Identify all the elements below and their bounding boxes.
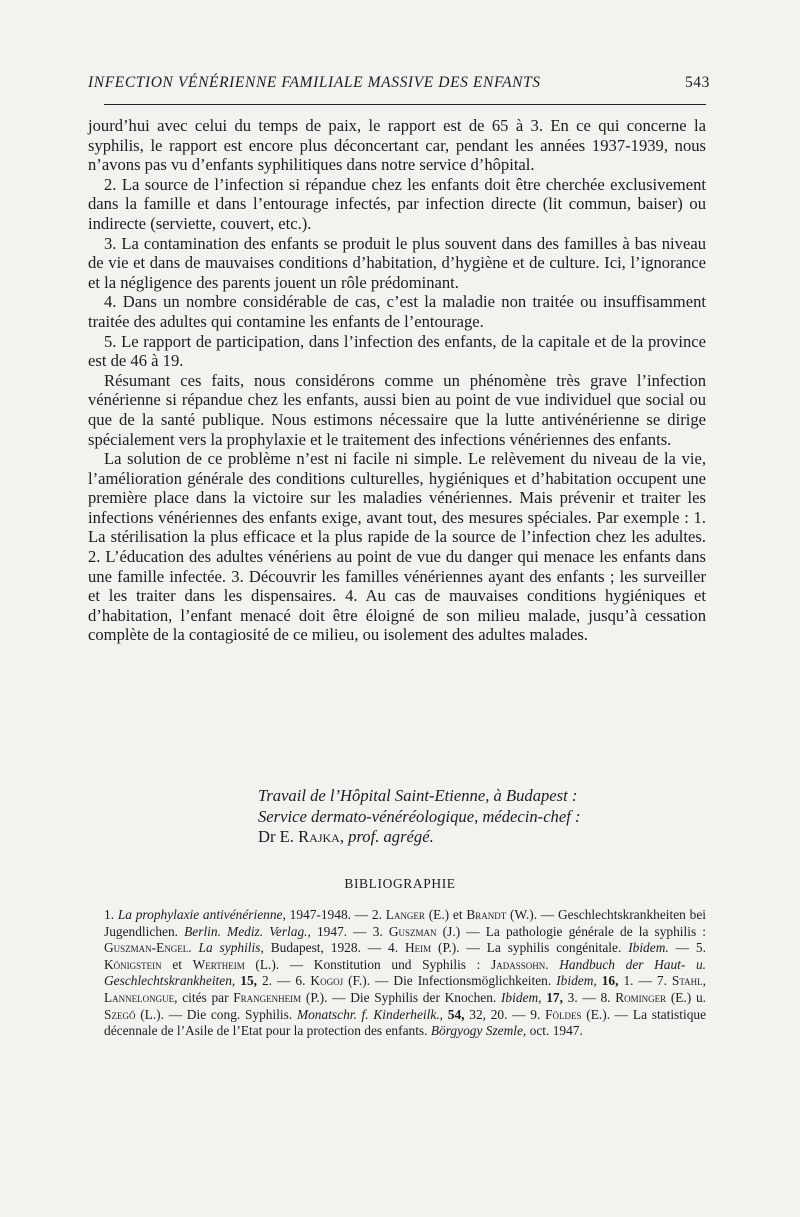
bibliography-title: BIBLIOGRAPHIE: [344, 876, 456, 891]
author-title: prof. agrégé.: [348, 827, 434, 846]
header-rule: [104, 104, 706, 105]
running-header: [88, 74, 710, 92]
bibliography-text: 1. La prophylaxie antivénérienne, 1947-1948. — 2. Langer (E.) et Brandt (W.). — Geschlechtskrankheiten bei Jugendlichen. Berlin. Mediz. Verlag., 1947. — 3. Guszman (J.) — La pathologie générale de la syphilis : Guszman-Engel. La syphilis, Budapest, 1928. — 4. Heim (P.). — La syphilis congénitale. Ibidem. — 5. Königstein et Wertheim (L.). — Konstitution und Syphilis : Jadassohn. Handbuch der Haut- u. Geschlechtskrankheiten, 15, 2. — 6. Kogoj (F.). — Die Infectionsmöglichkeiten. Ibidem, 16, 1. — 7. Stahl, Lannelongue, cités par Frangenheim (P.). — Die Syphilis der Knochen. Ibidem, 17, 3. — 8. Rominger (E.) u. Szegő (L.). — Die cong. Syphilis. Monatschr. f. Kinderheilk., 54, 32, 20. — 9. Földes (E.). — La statistique décennale de l’Asile de l’Etat pour la protection des enfants. Börgyogy Szemle, oct. 1947.: [104, 907, 707, 1039]
paragraph: La solution de ce problème n’est ni facile ni simple. Le relèvement du niveau de la vie, l’amélioration générale des conditions culturelles, hygiéniques et d’habitation occupent une première place dans la victoire sur les maladies vénériennes. Mais prévenir et traiter les infections vénériennes des enfants exige, avant tout, des mesures spéciales. Par exemple : 1. La stérilisation la plus efficace et la plus rapide de la source de l’infection chez les adultes. 2. L’éducation des adultes vénériens au point de vue du danger qui menace les enfants dans une famille infectée. 3. Découvrir les familles vénériennes ayant des enfants ; les surveiller et les traiter dans les dispensaires. 4. Au cas de mauvaises conditions hygiéniques et d’habitation, l’enfant menacé doit être éloigné de son milieu malade, jusqu’à cessation complète de la contagiosité de ce milieu, ou isolement des adultes malades.: [88, 449, 706, 645]
running-title: INFECTION VÉNÉRIENNE FAMILIALE MASSIVE DES ENFANTS: [88, 74, 541, 91]
bibliography: [104, 907, 706, 1040]
paragraph: 2. La source de l’infection si répandue chez les enfants doit être cherchée exclusivement dans la famille et dans l’entourage infectés, par infection directe (lit commun, baiser) ou indirecte (serviette, couvert, etc.).: [88, 174, 706, 233]
paragraph: 4. Dans un nombre considérable de cas, c’est la maladie non traitée ou insuffisamment traitée des adultes qui contamine les enfants de l’entourage.: [88, 292, 706, 331]
paragraph: Résumant ces faits, nous considérons comme un phénomène très grave l’infection vénérienne si répandue chez les enfants, aussi bien au point de vue individuel que social ou que de la santé publique. Nous estimons nécessaire que la lutte antivénérienne se dirige spécialement vers la prophylaxie et le traitement des infections vénériennes des enfants.: [88, 370, 706, 449]
signature-line: Service dermato-vénéréologique, médecin-chef :: [258, 806, 581, 826]
author-name: Rajka,: [298, 827, 344, 846]
signature-line: Travail de l’Hôpital Saint-Etienne, à Budapest :: [258, 786, 578, 805]
paragraph: jourd’hui avec celui du temps de paix, le rapport est de 65 à 3. En ce qui concerne la syphilis, le rapport est encore plus déconcertant car, pendant les années 1937-1939, nous n’avons pas vu d’enfants syphilitiques dans notre service d’hôpital.: [88, 116, 706, 175]
paragraph: 3. La contamination des enfants se produit le plus souvent dans des familles à bas niveau de vie et dans de mauvaises conditions d’habitation, d’hygiène et de culture. Ici, l’ignorance et la négligence des parents jouent un rôle prédominant.: [88, 233, 706, 292]
signature-prefix: Dr E.: [258, 827, 294, 846]
body-text: [88, 116, 706, 645]
page-number: 543: [684, 74, 710, 91]
paragraph: 5. Le rapport de participation, dans l’infection des enfants, de la capitale et de la province est de 46 à 19.: [88, 331, 706, 371]
signature-block: [258, 786, 708, 848]
signature-line: [258, 827, 708, 848]
